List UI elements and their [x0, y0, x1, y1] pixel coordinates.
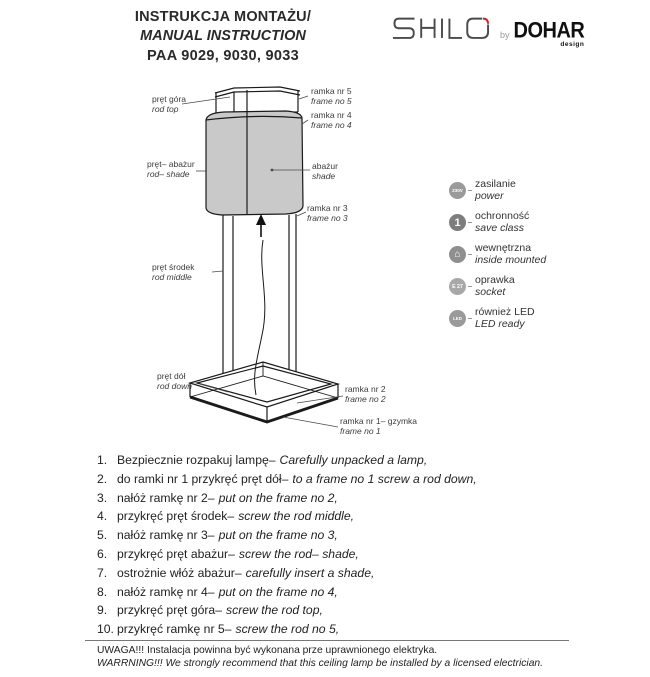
- voltage-230v-icon: 230V: [449, 182, 466, 199]
- title-block: [103, 8, 343, 66]
- leader-dash: [468, 222, 472, 223]
- spec-power: 230V zasilanie power: [449, 179, 546, 202]
- warning-polish: UWAGA!!! Instalacja powinna być wykonana prze uprawnionego elektryka.: [97, 645, 438, 656]
- divider: [85, 640, 569, 641]
- shilo-logo-icon: [390, 14, 494, 44]
- instruction-step: 6. przykręć pręt abażur– screw the rod– shade,: [97, 546, 359, 561]
- protection-class-icon: 1: [449, 214, 466, 231]
- label-frame-4: ramka nr 4 frame no 4: [311, 110, 352, 130]
- maker-logo: [513, 18, 585, 48]
- label-rod-top: pręt góra rod top: [152, 94, 187, 114]
- label-frame-5: ramka nr 5 frame no 5: [311, 86, 352, 106]
- led-ready-icon: LED: [449, 310, 466, 327]
- instruction-step: 4. przykręć pręt środek– screw the rod middle,: [97, 509, 355, 524]
- logo-by-text: by: [500, 30, 510, 40]
- label-frame-2: ramka nr 2 frame no 2: [345, 384, 386, 404]
- indoor-use-icon: ⌂: [449, 246, 466, 263]
- title-polish: INSTRUKCJA MONTAŻU/: [134, 9, 312, 25]
- spec-indoor: ⌂ wewnętrzna inside mounted: [449, 243, 546, 266]
- label-frame-1: ramka nr 1– gzymka frame no 1: [340, 416, 417, 436]
- model-numbers: PAA 9029, 9030, 9033: [147, 48, 299, 64]
- leader-dash: [468, 254, 472, 255]
- instruction-list: [97, 451, 567, 639]
- assembly-arrow-icon: [256, 214, 266, 237]
- label-rod-middle: pręt środek rod middle: [152, 262, 195, 282]
- label-frame-3: ramka nr 3 frame no 3: [307, 203, 348, 223]
- maker-name: DOHAR: [513, 18, 585, 44]
- instruction-step: 5. nałóż ramkę nr 3– put on the frame no 3,: [97, 528, 338, 543]
- warning-english: WARRNING!!! We strongly recommend that this ceiling lamp be installed by a licensed electrician.: [97, 658, 544, 669]
- instruction-step: 7. ostrożnie włóż abażur– carefully insert a shade,: [97, 565, 375, 580]
- leader-dash: [468, 318, 472, 319]
- instruction-step: 2. do ramki nr 1 przykręć pręt dół– to a frame no 1 screw a rod down,: [97, 471, 477, 486]
- instruction-step: 10. przykręć ramkę nr 5– screw the rod no 5,: [97, 622, 340, 637]
- title-english: MANUAL INSTRUCTION: [140, 28, 306, 44]
- leader-dash: [468, 286, 472, 287]
- warning-block: [97, 644, 543, 670]
- instruction-step: 8. nałóż ramkę nr 4– put on the frame no 4,: [97, 584, 338, 599]
- spec-led-ready: LED również LED LED ready: [449, 307, 546, 330]
- instruction-step: 3. nałóż ramkę nr 2– put on the frame no 2,: [97, 490, 338, 505]
- spec-protection-class: 1 ochronność save class: [449, 211, 546, 234]
- instruction-step: 9. przykręć pręt góra– screw the rod top,: [97, 603, 323, 618]
- label-shade: abażur shade: [312, 161, 338, 181]
- spec-list: [449, 179, 546, 339]
- leader-dash: [468, 190, 472, 191]
- brand-logo: [390, 14, 584, 48]
- instruction-step: 1. Bezpiecznie rozpakuj lampę– Carefully unpacked a lamp,: [97, 453, 428, 467]
- label-rod-down: pręt dół rod down: [157, 371, 192, 391]
- spec-socket: E 27 oprawka socket: [449, 275, 546, 298]
- label-rod-shade: pręt– abażur rod– shade: [147, 159, 195, 179]
- maker-subtitle: design: [560, 41, 585, 48]
- socket-e27-icon: E 27: [449, 278, 466, 295]
